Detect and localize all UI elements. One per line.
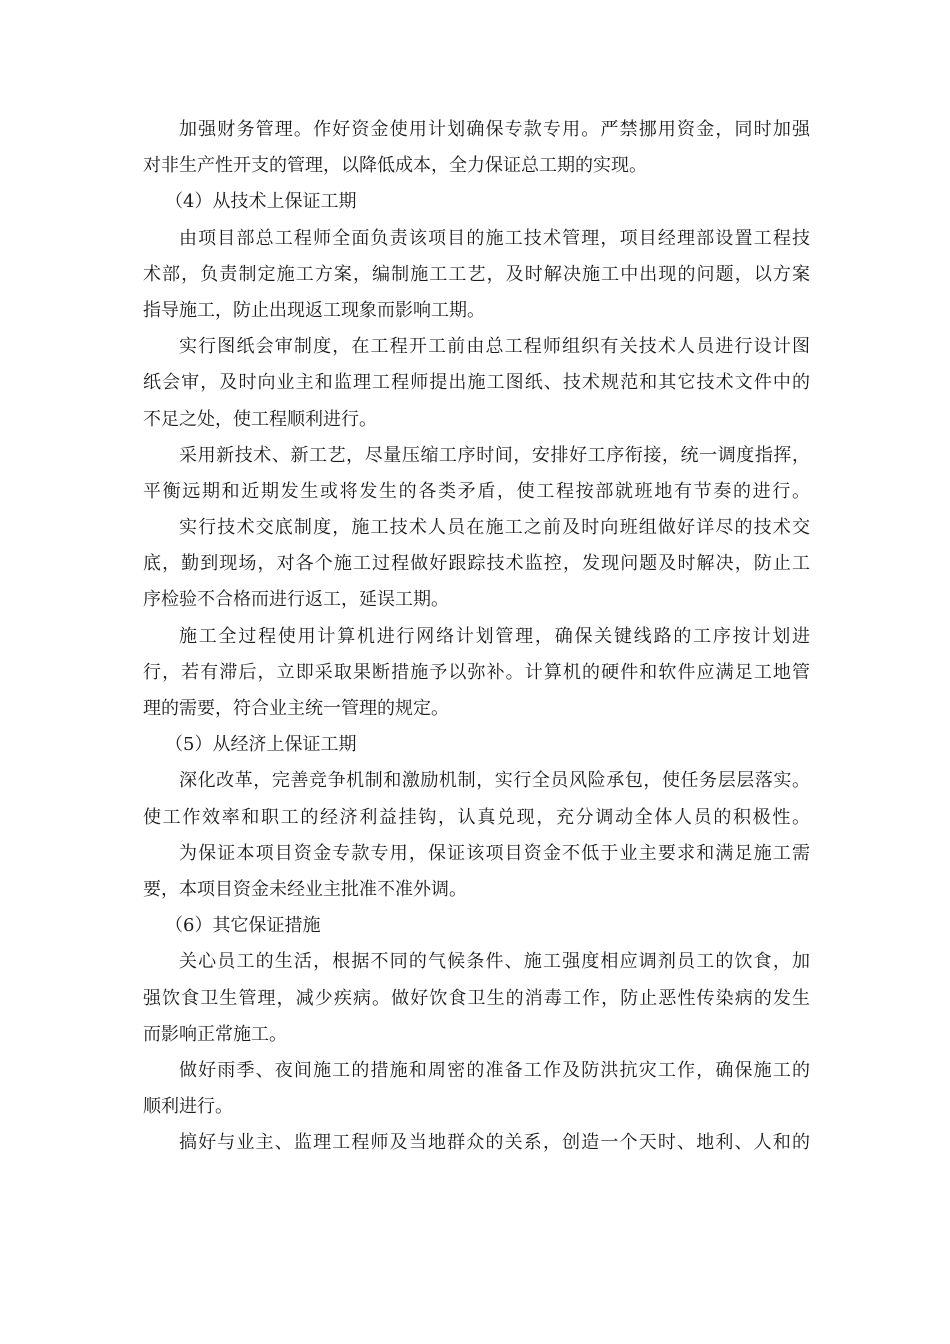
- body-text-line: 由项目部总工程师全面负责该项目的施工技术管理，项目经理部设置工程技: [179, 227, 810, 249]
- body-text-line: 加强财务管理。作好资金使用计划确保专款专用。严禁挪用资金，同时加强: [179, 119, 810, 140]
- body-text-line: 不足之处，使工程顺利进行。: [143, 408, 377, 430]
- body-text-line: 指导施工，防止出现返工现象而影响工期。: [143, 299, 485, 321]
- body-text-line: 平衡远期和近期发生或将发生的各类矛盾，使工程按部就班地有节奏的进行。: [143, 480, 810, 502]
- body-text-line: 而影响正常施工。: [143, 1023, 287, 1045]
- body-text-line: 实行技术交底制度，施工技术人员在施工之前及时向班组做好详尽的技术交: [179, 517, 810, 539]
- body-text-line: 术部，负责制定施工方案，编制施工工艺，及时解决施工中出现的问题，以方案: [143, 263, 810, 285]
- body-text-line: 顺利进行。: [143, 1096, 233, 1118]
- body-text-line: 搞好与业主、监理工程师及当地群众的关系，创造一个天时、地利、人和的: [179, 1132, 810, 1154]
- body-text-line: 行，若有滞后，立即采取果断措施予以弥补。计算机的硬件和软件应满足工地管: [143, 661, 810, 683]
- body-text-line: 理的需要，符合业主统一管理的规定。: [143, 698, 449, 719]
- body-text-line: 采用新技术、新工艺，尽量压缩工序时间，安排好工序衔接，统一调度指挥，: [179, 444, 810, 466]
- body-text-line: 关心员工的生活，根据不同的气候条件、施工强度相应调剂员工的饮食，加: [179, 951, 810, 973]
- section-heading: （4）从技术上保证工期: [165, 191, 357, 213]
- body-text-line: 实行图纸会审制度，在工程开工前由总工程师组织有关技术人员进行设计图: [179, 336, 810, 358]
- section-heading: （5）从经济上保证工期: [165, 734, 357, 756]
- document-page: [143, 112, 810, 1161]
- body-text-line: 纸会审，及时向业主和监理工程师提出施工图纸、技术规范和其它技术文件中的: [143, 372, 810, 394]
- body-text-line: 深化改革，完善竞争机制和激励机制，实行全员风险承包，使任务层层落实。: [179, 770, 810, 792]
- body-text-line: 对非生产性开支的管理，以降低成本，全力保证总工期的实现。: [143, 155, 647, 177]
- body-text-line: 底，勤到现场，对各个施工过程做好跟踪技术监控，发现问题及时解决，防止工: [143, 553, 810, 575]
- section-heading: （6）其它保证措施: [165, 915, 321, 937]
- body-text-line: 强饮食卫生管理，减少疾病。做好饮食卫生的消毒工作，防止恶性传染病的发生: [143, 987, 810, 1009]
- body-text-line: 做好雨季、夜间施工的措施和周密的准备工作及防洪抗灾工作，确保施工的: [179, 1059, 810, 1081]
- body-text-line: 为保证本项目资金专款专用，保证该项目资金不低于业主要求和满足施工需: [179, 842, 810, 864]
- body-text-line: 施工全过程使用计算机进行网络计划管理，确保关键线路的工序按计划进: [179, 625, 810, 647]
- body-text-line: 使工作效率和职工的经济利益挂钩，认真兑现，充分调动全体人员的积极性。: [143, 806, 810, 828]
- body-text-line: 要，本项目资金未经业主批准不准外调。: [143, 878, 467, 900]
- body-text-line: 序检验不合格而进行返工，延误工期。: [143, 589, 449, 611]
